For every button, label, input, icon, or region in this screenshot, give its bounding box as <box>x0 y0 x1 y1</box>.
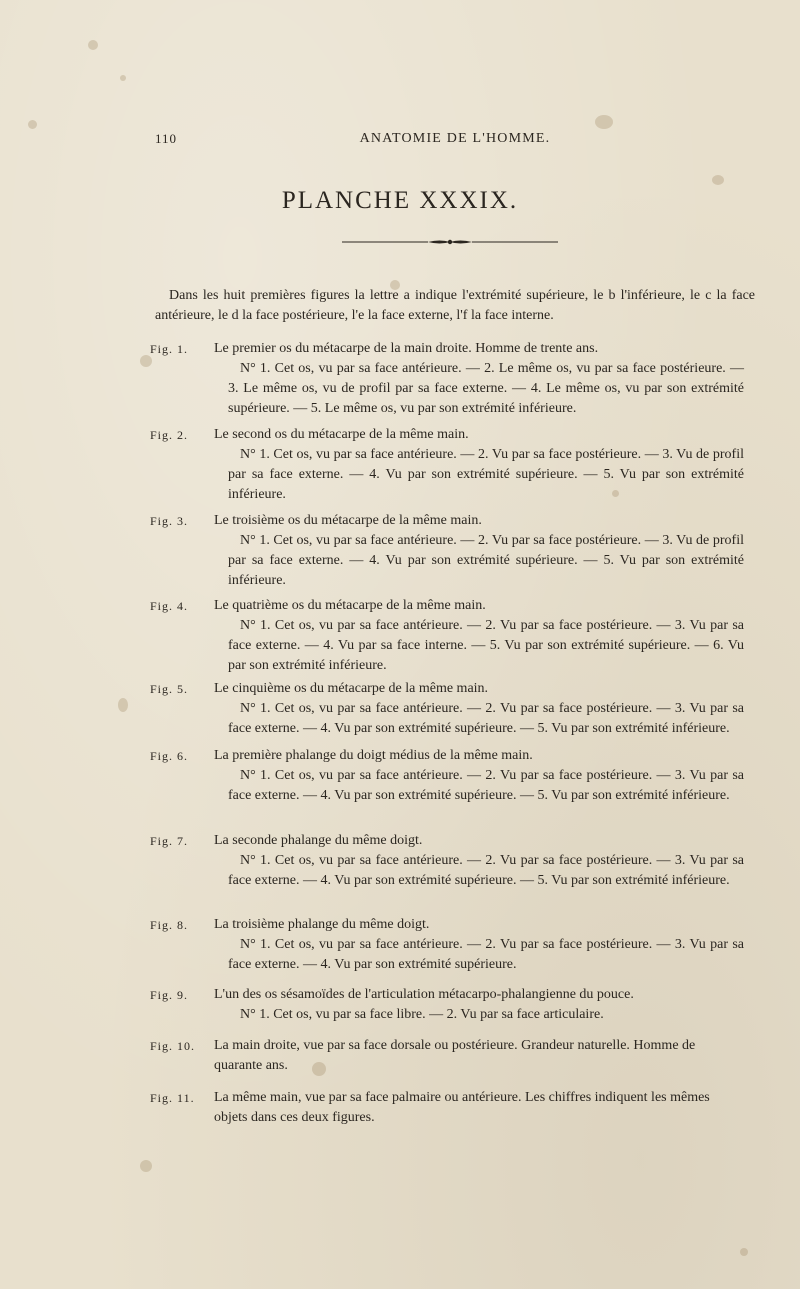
foxing-spot <box>118 698 128 712</box>
figure-detail: N° 1. Cet os, vu par sa face antérieure. — 2. Vu par sa face postérieure. — 3. Vu de profil par sa face externe. — 4. Vu par son extrémité supérieure. — 5. Vu par son extrémité inférieure. <box>228 533 744 588</box>
figure-description: La seconde phalange du même doigt. <box>214 833 423 848</box>
running-title-wrap <box>0 131 800 147</box>
figure-detail: N° 1. Cet os, vu par sa face antérieure. — 2. Vu par sa face postérieure. — 3. Vu par sa face externe. — 4. Vu par son extrémité supérieure. — 5. Vu par son extrémité inférieure. <box>228 701 744 736</box>
figure-description: Le quatrième os du métacarpe de la même main. <box>214 598 486 613</box>
figure-label: Fig. 7. <box>150 834 189 848</box>
foxing-spot <box>595 115 613 129</box>
foxing-spot <box>712 175 724 185</box>
foxing-spot <box>140 1160 152 1172</box>
figure-label: Fig. 4. <box>150 599 189 613</box>
figure-label: Fig. 11. <box>150 1091 195 1105</box>
figure-label: Fig. 6. <box>150 749 189 763</box>
page-number: 110 <box>155 131 178 146</box>
page-header <box>0 131 800 151</box>
ornament-rule-icon <box>340 236 560 248</box>
figure-description: L'un des os sésamoïdes de l'articulation métacarpo-phalangienne du pouce. <box>214 987 634 1002</box>
running-title: ANATOMIE DE L'HOMME. <box>359 131 551 146</box>
foxing-spot <box>740 1248 748 1256</box>
figure-description: Le second os du métacarpe de la même main. <box>214 427 469 442</box>
figure-detail: N° 1. Cet os, vu par sa face antérieure. — 2. Vu par sa face postérieure. — 3. Vu par sa face externe. — 4. Vu par son extrémité supérieure. — 5. Vu par son extrémité inférieure. <box>228 853 744 888</box>
figure-detail: N° 1. Cet os, vu par sa face libre. — 2. Vu par sa face articulaire. <box>240 1007 604 1022</box>
foxing-spot <box>28 120 37 129</box>
figure-description: Le troisième os du métacarpe de la même main. <box>214 513 482 528</box>
intro-paragraph: Dans les huit premières figures la lettre a indique l'extrémité supérieure, le b l'inférieure, le c la face antérieure, le d la face postérieure, l'e la face externe, l'f la face interne. <box>155 288 755 323</box>
figure-label: Fig. 2. <box>150 428 189 442</box>
figure-description: La main droite, vue par sa face dorsale ou postérieure. Grandeur naturelle. Homme de quarante ans. <box>214 1038 696 1073</box>
figure-description: Le cinquième os du métacarpe de la même main. <box>214 681 489 696</box>
figure-label: Fig. 1. <box>150 342 189 356</box>
figure-detail: N° 1. Cet os, vu par sa face antérieure. — 2. Le même os, vu par sa face postérieure. — 3. Le même os, vu de profil par sa face externe. — 4. Le même os, vu par son extrémité supérieure. — 5. Le même os, vu par son extrémité inférieure. <box>228 361 744 416</box>
foxing-spot <box>120 75 126 81</box>
figure-description: La même main, vue par sa face palmaire ou antérieure. Les chiffres indiquent les mêmes objets dans ces deux figures. <box>214 1090 710 1125</box>
figure-label: Fig. 9. <box>150 988 189 1002</box>
figure-detail: N° 1. Cet os, vu par sa face antérieure. — 2. Vu par sa face postérieure. — 3. Vu par sa face externe. — 4. Vu par sa face interne. — 5. Vu par son extrémité supérieure. — 6. Vu par son extrémité inférieure. <box>228 618 744 673</box>
plate-title: PLANCHE XXXIX. <box>281 187 519 214</box>
figure-label: Fig. 3. <box>150 514 189 528</box>
figure-detail: N° 1. Cet os, vu par sa face antérieure. — 2. Vu par sa face postérieure. — 3. Vu par sa face externe. — 4. Vu par son extrémité supérieure. <box>228 937 744 972</box>
figure-label: Fig. 8. <box>150 918 189 932</box>
foxing-spot <box>88 40 98 50</box>
figure-description: La première phalange du doigt médius de la même main. <box>214 748 533 763</box>
figure-detail: N° 1. Cet os, vu par sa face antérieure. — 2. Vu par sa face postérieure. — 3. Vu par sa face externe. — 4. Vu par son extrémité supérieure. — 5. Vu par son extrémité inférieure. <box>228 768 744 803</box>
figure-description: Le premier os du métacarpe de la main droite. Homme de trente ans. <box>214 341 599 356</box>
figure-description: La troisième phalange du même doigt. <box>214 917 430 932</box>
figure-label: Fig. 5. <box>150 682 189 696</box>
figure-detail: N° 1. Cet os, vu par sa face antérieure. — 2. Vu par sa face postérieure. — 3. Vu de profil par sa face externe. — 4. Vu par son extrémité supérieure. — 5. Vu par son extrémité inférieure. <box>228 447 744 502</box>
figure-label: Fig. 10. <box>150 1039 196 1053</box>
